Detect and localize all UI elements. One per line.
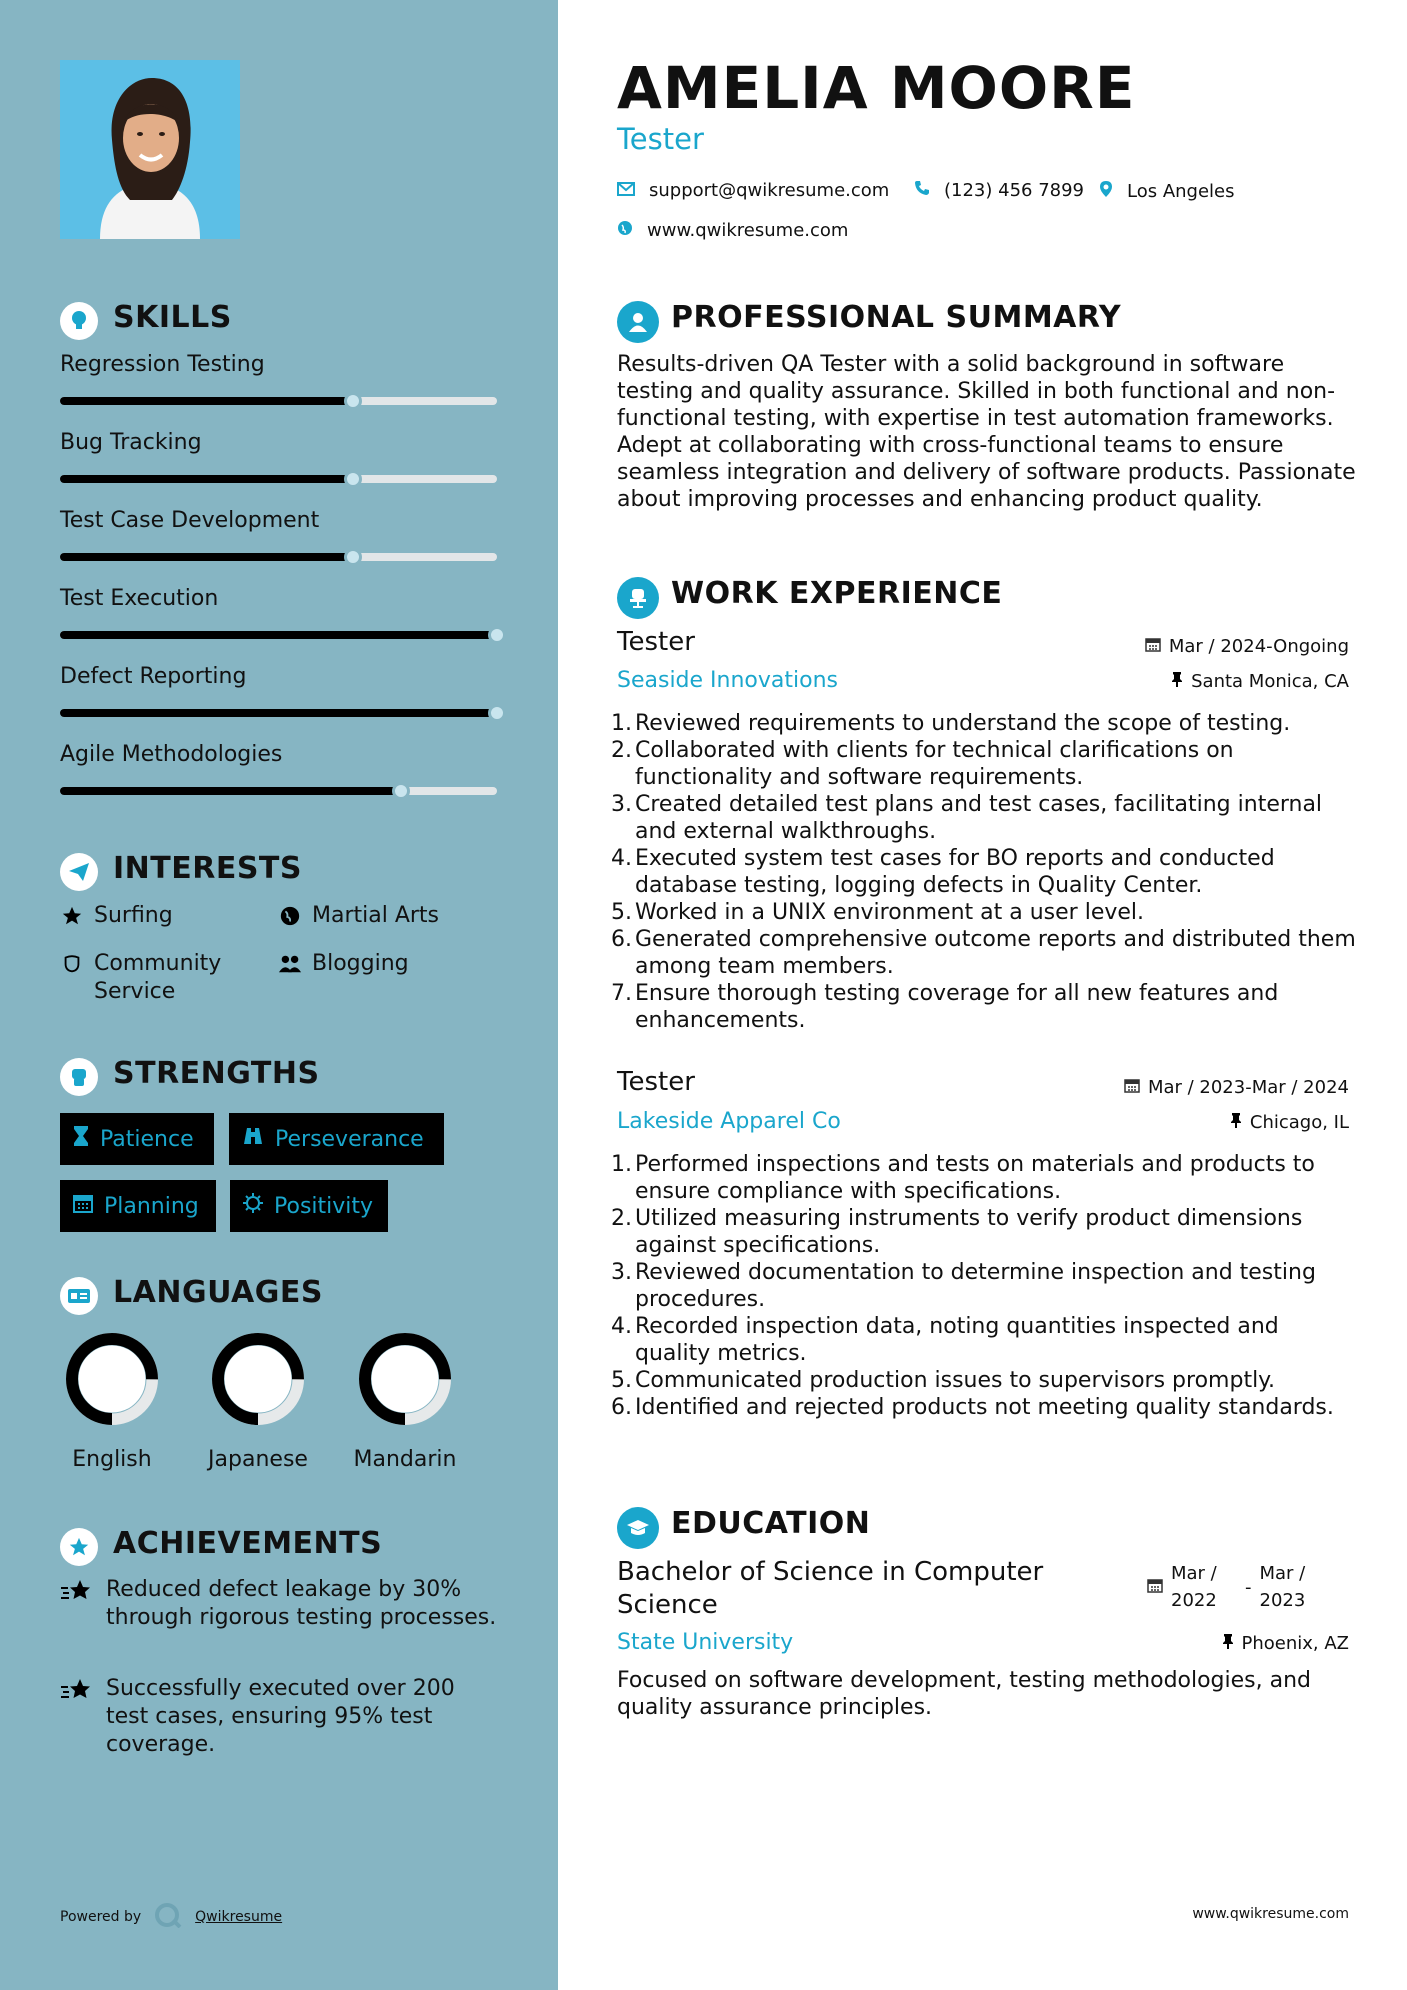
job-dates-text: Mar / 2023-Mar / 2024 bbox=[1147, 1077, 1349, 1098]
map-pin-icon bbox=[1099, 180, 1113, 203]
interest-item bbox=[278, 902, 439, 930]
hand-icon bbox=[60, 950, 84, 978]
profile-photo bbox=[60, 60, 240, 239]
strength-badge bbox=[60, 1113, 214, 1165]
duty-number: 1. bbox=[611, 1152, 632, 1177]
pushpin-icon bbox=[1171, 671, 1183, 692]
duty-number: 4. bbox=[611, 846, 632, 871]
duty-number: 4. bbox=[611, 1314, 632, 1339]
website-contact bbox=[617, 220, 848, 241]
language-label: Mandarin bbox=[353, 1447, 457, 1472]
globe-icon bbox=[278, 902, 302, 930]
duty-number: 2. bbox=[611, 738, 632, 763]
calendar-icon bbox=[1124, 1077, 1140, 1098]
strength-badge bbox=[229, 1113, 444, 1165]
language-label: Japanese bbox=[208, 1447, 308, 1472]
skill-level-fill bbox=[60, 553, 353, 561]
candidate-role: Tester bbox=[617, 122, 704, 156]
duty-text: Reviewed documentation to determine inspection and testing procedures. bbox=[635, 1260, 1316, 1312]
job-location bbox=[1230, 1112, 1349, 1133]
globe-icon bbox=[617, 220, 633, 241]
duty-item bbox=[611, 899, 1357, 926]
education-description: Focused on software development, testing methodologies, and quality assurance principles. bbox=[617, 1668, 1312, 1720]
skill-level-bar bbox=[60, 787, 497, 795]
email-text[interactable]: support@qwikresume.com bbox=[649, 180, 890, 201]
user-icon bbox=[617, 301, 659, 343]
duty-text: Identified and rejected products not meeting quality standards. bbox=[635, 1395, 1334, 1420]
skill-name: Agile Methodologies bbox=[60, 742, 283, 767]
degree-title: Bachelor of Science in Computer Science bbox=[617, 1557, 1044, 1620]
star-badge-icon bbox=[60, 1528, 98, 1566]
duty-item bbox=[611, 737, 1357, 791]
calendar-icon bbox=[72, 1192, 94, 1220]
fist-icon bbox=[60, 1058, 98, 1096]
duty-text: Reviewed requirements to understand the scope of testing. bbox=[635, 711, 1291, 736]
duty-number: 6. bbox=[611, 1395, 632, 1420]
duty-item bbox=[611, 710, 1357, 737]
skill-level-knob bbox=[392, 782, 410, 800]
skill-level-knob bbox=[344, 470, 362, 488]
achievement-text: Successfully executed over 200 test cases, ensuring 95% test coverage. bbox=[106, 1676, 455, 1757]
duty-number: 1. bbox=[611, 711, 632, 736]
skill-level-fill bbox=[60, 397, 353, 405]
duty-text: Worked in a UNIX environment at a user level. bbox=[635, 900, 1145, 925]
interest-label: Community Service bbox=[94, 951, 222, 1004]
company-name: Lakeside Apparel Co bbox=[617, 1109, 841, 1134]
footer-website[interactable]: www.qwikresume.com bbox=[1192, 1906, 1349, 1922]
duty-number: 2. bbox=[611, 1206, 632, 1231]
sun-icon bbox=[242, 1192, 264, 1220]
pushpin-icon bbox=[1230, 1112, 1242, 1133]
phone-icon bbox=[914, 180, 930, 201]
skill-level-bar bbox=[60, 475, 497, 483]
calendar-icon bbox=[1147, 1577, 1163, 1598]
education-start: Mar / 2022 bbox=[1171, 1563, 1217, 1611]
strength-badge bbox=[230, 1180, 388, 1232]
interest-item bbox=[278, 950, 409, 978]
powered-by-label: Powered by bbox=[60, 1909, 142, 1925]
duty-item bbox=[611, 926, 1357, 980]
duty-number: 5. bbox=[611, 900, 632, 925]
lightbulb-icon bbox=[60, 302, 98, 340]
interest-label: Blogging bbox=[312, 951, 409, 976]
achievements-title: ACHIEVEMENTS bbox=[113, 1526, 383, 1561]
achievement-text: Reduced defect leakage by 30% through rigorous testing processes. bbox=[106, 1577, 497, 1630]
language-label: English bbox=[72, 1447, 152, 1472]
calendar-icon bbox=[1145, 636, 1161, 657]
envelope-icon bbox=[617, 180, 635, 201]
interest-label: Surfing bbox=[94, 903, 173, 928]
duty-item bbox=[611, 1313, 1357, 1367]
skills-title: SKILLS bbox=[113, 300, 232, 335]
graduation-cap-icon bbox=[617, 1507, 659, 1549]
skill-level-fill bbox=[60, 631, 497, 639]
briefcase-chair-icon bbox=[617, 577, 659, 619]
email-contact bbox=[617, 180, 889, 201]
duty-item bbox=[611, 845, 1357, 899]
job-dates-text: Mar / 2024-Ongoing bbox=[1168, 636, 1349, 657]
phone-text: (123) 456 7899 bbox=[944, 180, 1085, 201]
education-title: EDUCATION bbox=[671, 1506, 871, 1541]
job-location-text: Chicago, IL bbox=[1249, 1112, 1349, 1133]
duty-item bbox=[611, 1151, 1357, 1205]
strength-label: Perseverance bbox=[275, 1126, 424, 1152]
achievement-item bbox=[60, 1576, 500, 1632]
school-name: State University bbox=[617, 1630, 794, 1655]
binoculars-icon bbox=[241, 1126, 265, 1152]
duty-item bbox=[611, 1367, 1357, 1394]
skill-name: Defect Reporting bbox=[60, 664, 247, 689]
duty-item bbox=[611, 791, 1357, 845]
pushpin-icon bbox=[1222, 1633, 1234, 1654]
education-dates bbox=[1147, 1560, 1318, 1614]
duty-text: Ensure thorough testing coverage for all new features and enhancements. bbox=[635, 981, 1279, 1033]
skill-level-knob bbox=[488, 704, 506, 722]
duties-list bbox=[611, 710, 1357, 1034]
summary-text: Results-driven QA Tester with a solid background in software testing and quality assurance. Skilled in both functional and non-functional testing, with expertise in test automation frameworks. Adept at collaborating with cross-functional teams to ensure seamless integration and delivery of software products. Passionate about improving processes and enhancing product quality. bbox=[617, 352, 1356, 512]
strength-label: Planning bbox=[104, 1193, 199, 1219]
duty-text: Communicated production issues to supervisors promptly. bbox=[635, 1368, 1276, 1393]
duty-number: 6. bbox=[611, 927, 632, 952]
skill-name: Test Execution bbox=[60, 586, 219, 611]
skill-name: Bug Tracking bbox=[60, 430, 202, 455]
duties-list bbox=[611, 1151, 1357, 1421]
duty-item bbox=[611, 1205, 1357, 1259]
job-location bbox=[1171, 671, 1349, 692]
language-level-ring bbox=[357, 1331, 453, 1427]
skill-level-knob bbox=[488, 626, 506, 644]
duty-text: Performed inspections and tests on materials and products to ensure compliance with specifications. bbox=[635, 1152, 1315, 1204]
strength-label: Positivity bbox=[274, 1193, 374, 1219]
website-text[interactable]: www.qwikresume.com bbox=[647, 220, 849, 241]
skill-name: Regression Testing bbox=[60, 352, 265, 377]
duty-item bbox=[611, 980, 1357, 1034]
job-title: Tester bbox=[617, 1067, 695, 1097]
duty-text: Generated comprehensive outcome reports and distributed them among team members. bbox=[635, 927, 1356, 979]
sidebar bbox=[0, 0, 558, 1990]
company-name: Seaside Innovations bbox=[617, 668, 838, 693]
duty-text: Recorded inspection data, noting quantities inspected and quality metrics. bbox=[635, 1314, 1279, 1366]
skill-level-knob bbox=[344, 548, 362, 566]
skill-level-knob bbox=[344, 392, 362, 410]
interest-item bbox=[60, 902, 173, 930]
skill-level-fill bbox=[60, 475, 353, 483]
skill-level-fill bbox=[60, 787, 401, 795]
languages-title: LANGUAGES bbox=[113, 1275, 323, 1310]
skill-level-bar bbox=[60, 397, 497, 405]
education-location-text: Phoenix, AZ bbox=[1241, 1633, 1349, 1654]
strength-badge bbox=[60, 1180, 216, 1232]
duty-number: 7. bbox=[611, 981, 632, 1006]
job-location-text: Santa Monica, CA bbox=[1191, 671, 1349, 692]
duty-text: Utilized measuring instruments to verify product dimensions against specifications. bbox=[635, 1206, 1303, 1258]
users-icon bbox=[278, 950, 302, 978]
duty-text: Executed system test cases for BO reports and conducted database testing, logging defects in Quality Center. bbox=[635, 846, 1275, 898]
duty-number: 5. bbox=[611, 1368, 632, 1393]
skill-name: Test Case Development bbox=[60, 508, 320, 533]
duty-number: 3. bbox=[611, 792, 632, 817]
duty-number: 3. bbox=[611, 1260, 632, 1285]
candidate-name: AMELIA MOORE bbox=[617, 54, 1136, 122]
language-level-ring bbox=[64, 1331, 160, 1427]
qwikresume-logo-icon bbox=[153, 1902, 183, 1932]
work-title: WORK EXPERIENCE bbox=[671, 576, 1003, 611]
shooting-star-icon bbox=[60, 1675, 94, 1703]
id-card-icon bbox=[60, 1277, 98, 1315]
summary-title: PROFESSIONAL SUMMARY bbox=[671, 300, 1122, 335]
duty-item bbox=[611, 1394, 1357, 1421]
date-separator: - bbox=[1245, 1576, 1252, 1598]
location-contact bbox=[1099, 180, 1235, 203]
hourglass-icon bbox=[72, 1125, 90, 1153]
strengths-title: STRENGTHS bbox=[113, 1056, 320, 1091]
skill-level-bar bbox=[60, 709, 497, 717]
interest-item bbox=[60, 950, 260, 1006]
duty-text: Created detailed test plans and test cases, facilitating internal and external walkthroughs. bbox=[635, 792, 1323, 844]
achievement-item bbox=[60, 1675, 500, 1759]
duty-text: Collaborated with clients for technical clarifications on functionality and software requirements. bbox=[635, 738, 1234, 790]
shooting-star-icon bbox=[60, 1576, 94, 1604]
language-level-ring bbox=[210, 1331, 306, 1427]
skill-level-bar bbox=[60, 553, 497, 561]
skill-level-bar bbox=[60, 631, 497, 639]
phone-contact bbox=[914, 180, 1084, 201]
qwikresume-link[interactable]: Qwikresume bbox=[195, 1909, 283, 1925]
paper-plane-icon bbox=[60, 853, 98, 891]
job-title: Tester bbox=[617, 627, 695, 657]
location-text: Los Angeles bbox=[1127, 181, 1235, 202]
education-location bbox=[1222, 1633, 1350, 1654]
powered-by bbox=[60, 1902, 282, 1932]
star-icon bbox=[60, 902, 84, 930]
education-end: Mar / 2023 bbox=[1259, 1563, 1306, 1611]
interests-title: INTERESTS bbox=[113, 851, 302, 886]
interest-label: Martial Arts bbox=[312, 903, 440, 928]
skill-level-fill bbox=[60, 709, 497, 717]
job-dates bbox=[1124, 1077, 1349, 1098]
strength-label: Patience bbox=[100, 1126, 194, 1152]
job-dates bbox=[1145, 636, 1349, 657]
duty-item bbox=[611, 1259, 1357, 1313]
